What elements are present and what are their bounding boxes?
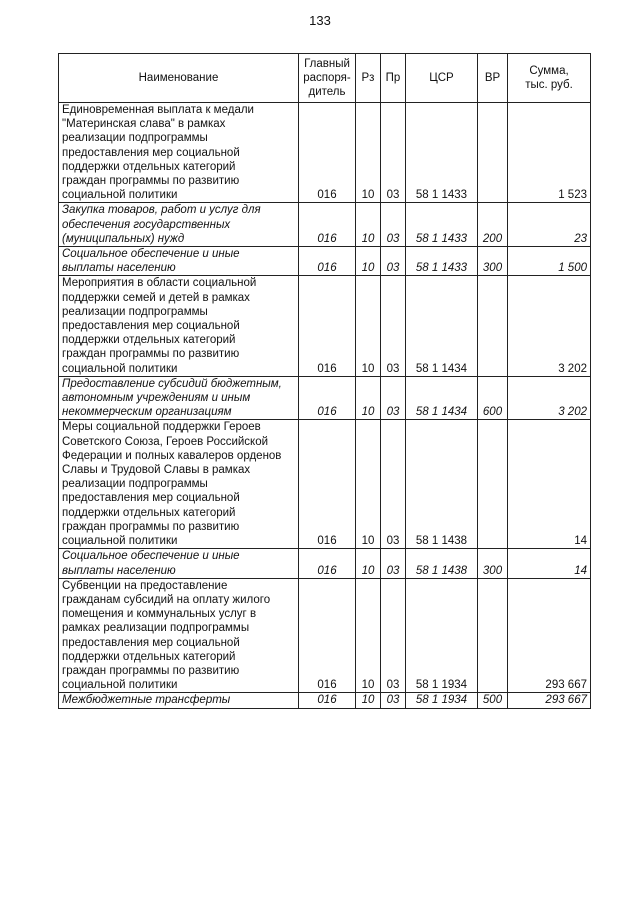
row-name: Социальное обеспечение и иные выплаты населению: [59, 549, 299, 578]
row-pr: 03: [381, 693, 406, 708]
row-main-admin: 016: [299, 549, 356, 578]
row-name: Мероприятия в области социальной поддержки семей и детей в рамках реализации подпрограммы предоставления мер социальной поддержки отдельных категорий граждан программы по развитию социальной политики: [59, 276, 299, 376]
row-csr: 58 1 1438: [406, 420, 478, 549]
row-name: Межбюджетные трансферты: [59, 693, 299, 708]
row-sum: 3 202: [508, 276, 591, 376]
row-vr: 300: [478, 247, 508, 276]
row-vr: 600: [478, 376, 508, 420]
row-rz: 10: [356, 203, 381, 247]
row-vr: [478, 578, 508, 693]
table-row: [59, 247, 591, 276]
page-number: 133: [309, 13, 331, 28]
row-rz: 10: [356, 103, 381, 203]
row-main-admin: 016: [299, 276, 356, 376]
row-pr: 03: [381, 549, 406, 578]
row-main-admin: 016: [299, 578, 356, 693]
row-sum: 14: [508, 549, 591, 578]
header-name: Наименование: [59, 54, 299, 103]
row-name: Закупка товаров, работ и услуг для обеспечения государственных (муниципальных) нужд: [59, 203, 299, 247]
row-rz: 10: [356, 549, 381, 578]
row-rz: 10: [356, 578, 381, 693]
row-pr: 03: [381, 276, 406, 376]
row-pr: 03: [381, 578, 406, 693]
row-name: Предоставление субсидий бюджетным, автономным учреждениям и иным некоммерческим организациям: [59, 376, 299, 420]
row-pr: 03: [381, 376, 406, 420]
row-vr: [478, 276, 508, 376]
row-csr: 58 1 1433: [406, 203, 478, 247]
row-pr: 03: [381, 103, 406, 203]
header-csr: ЦСР: [406, 54, 478, 103]
row-sum: 23: [508, 203, 591, 247]
table-row: [59, 103, 591, 203]
row-main-admin: 016: [299, 103, 356, 203]
row-csr: 58 1 1434: [406, 276, 478, 376]
row-name: Меры социальной поддержки Героев Советского Союза, Героев Российской Федерации и полных кавалеров орденов Славы и Трудовой Славы в рамках реализации подпрограммы предоставления мер социальной поддержки отдельных категорий граждан программы по развитию социальной политики: [59, 420, 299, 549]
row-vr: [478, 103, 508, 203]
row-pr: 03: [381, 420, 406, 549]
row-rz: 10: [356, 376, 381, 420]
row-sum: 293 667: [508, 578, 591, 693]
row-name: Социальное обеспечение и иные выплаты населению: [59, 247, 299, 276]
row-rz: 10: [356, 276, 381, 376]
row-name: Субвенции на предоставление гражданам субсидий на оплату жилого помещения и коммунальных услуг в рамках реализации подпрограммы предоставления мер социальной поддержки отдельных категорий граждан программы по развитию социальной политики: [59, 578, 299, 693]
row-csr: 58 1 1934: [406, 578, 478, 693]
row-rz: 10: [356, 247, 381, 276]
row-vr: 500: [478, 693, 508, 708]
header-sum: Сумма, тыс. руб.: [508, 54, 591, 103]
row-sum: 14: [508, 420, 591, 549]
row-main-admin: 016: [299, 203, 356, 247]
row-vr: 200: [478, 203, 508, 247]
table-row: [59, 276, 591, 376]
row-csr: 58 1 1438: [406, 549, 478, 578]
row-vr: 300: [478, 549, 508, 578]
row-sum: 1 523: [508, 103, 591, 203]
row-pr: 03: [381, 203, 406, 247]
row-vr: [478, 420, 508, 549]
row-rz: 10: [356, 420, 381, 549]
row-name: Единовременная выплата к медали "Материнская слава" в рамках реализации подпрограммы предоставления мер социальной поддержки отдельных категорий граждан программы по развитию социальной политики: [59, 103, 299, 203]
header-rz: Рз: [356, 54, 381, 103]
row-csr: 58 1 1433: [406, 247, 478, 276]
header-vr: ВР: [478, 54, 508, 103]
table-row: [59, 578, 591, 693]
table-row: [59, 549, 591, 578]
row-pr: 03: [381, 247, 406, 276]
row-csr: 58 1 1434: [406, 376, 478, 420]
table-row: [59, 420, 591, 549]
row-sum: 1 500: [508, 247, 591, 276]
budget-table: [58, 53, 591, 709]
row-main-admin: 016: [299, 693, 356, 708]
table-row: [59, 693, 591, 708]
header-pr: Пр: [381, 54, 406, 103]
row-main-admin: 016: [299, 376, 356, 420]
header-main-admin: Главный распоря- дитель: [299, 54, 356, 103]
row-rz: 10: [356, 693, 381, 708]
header-row: [59, 54, 591, 103]
row-main-admin: 016: [299, 247, 356, 276]
row-main-admin: 016: [299, 420, 356, 549]
row-csr: 58 1 1934: [406, 693, 478, 708]
row-sum: 3 202: [508, 376, 591, 420]
table-row: [59, 203, 591, 247]
row-csr: 58 1 1433: [406, 103, 478, 203]
table-row: [59, 376, 591, 420]
row-sum: 293 667: [508, 693, 591, 708]
